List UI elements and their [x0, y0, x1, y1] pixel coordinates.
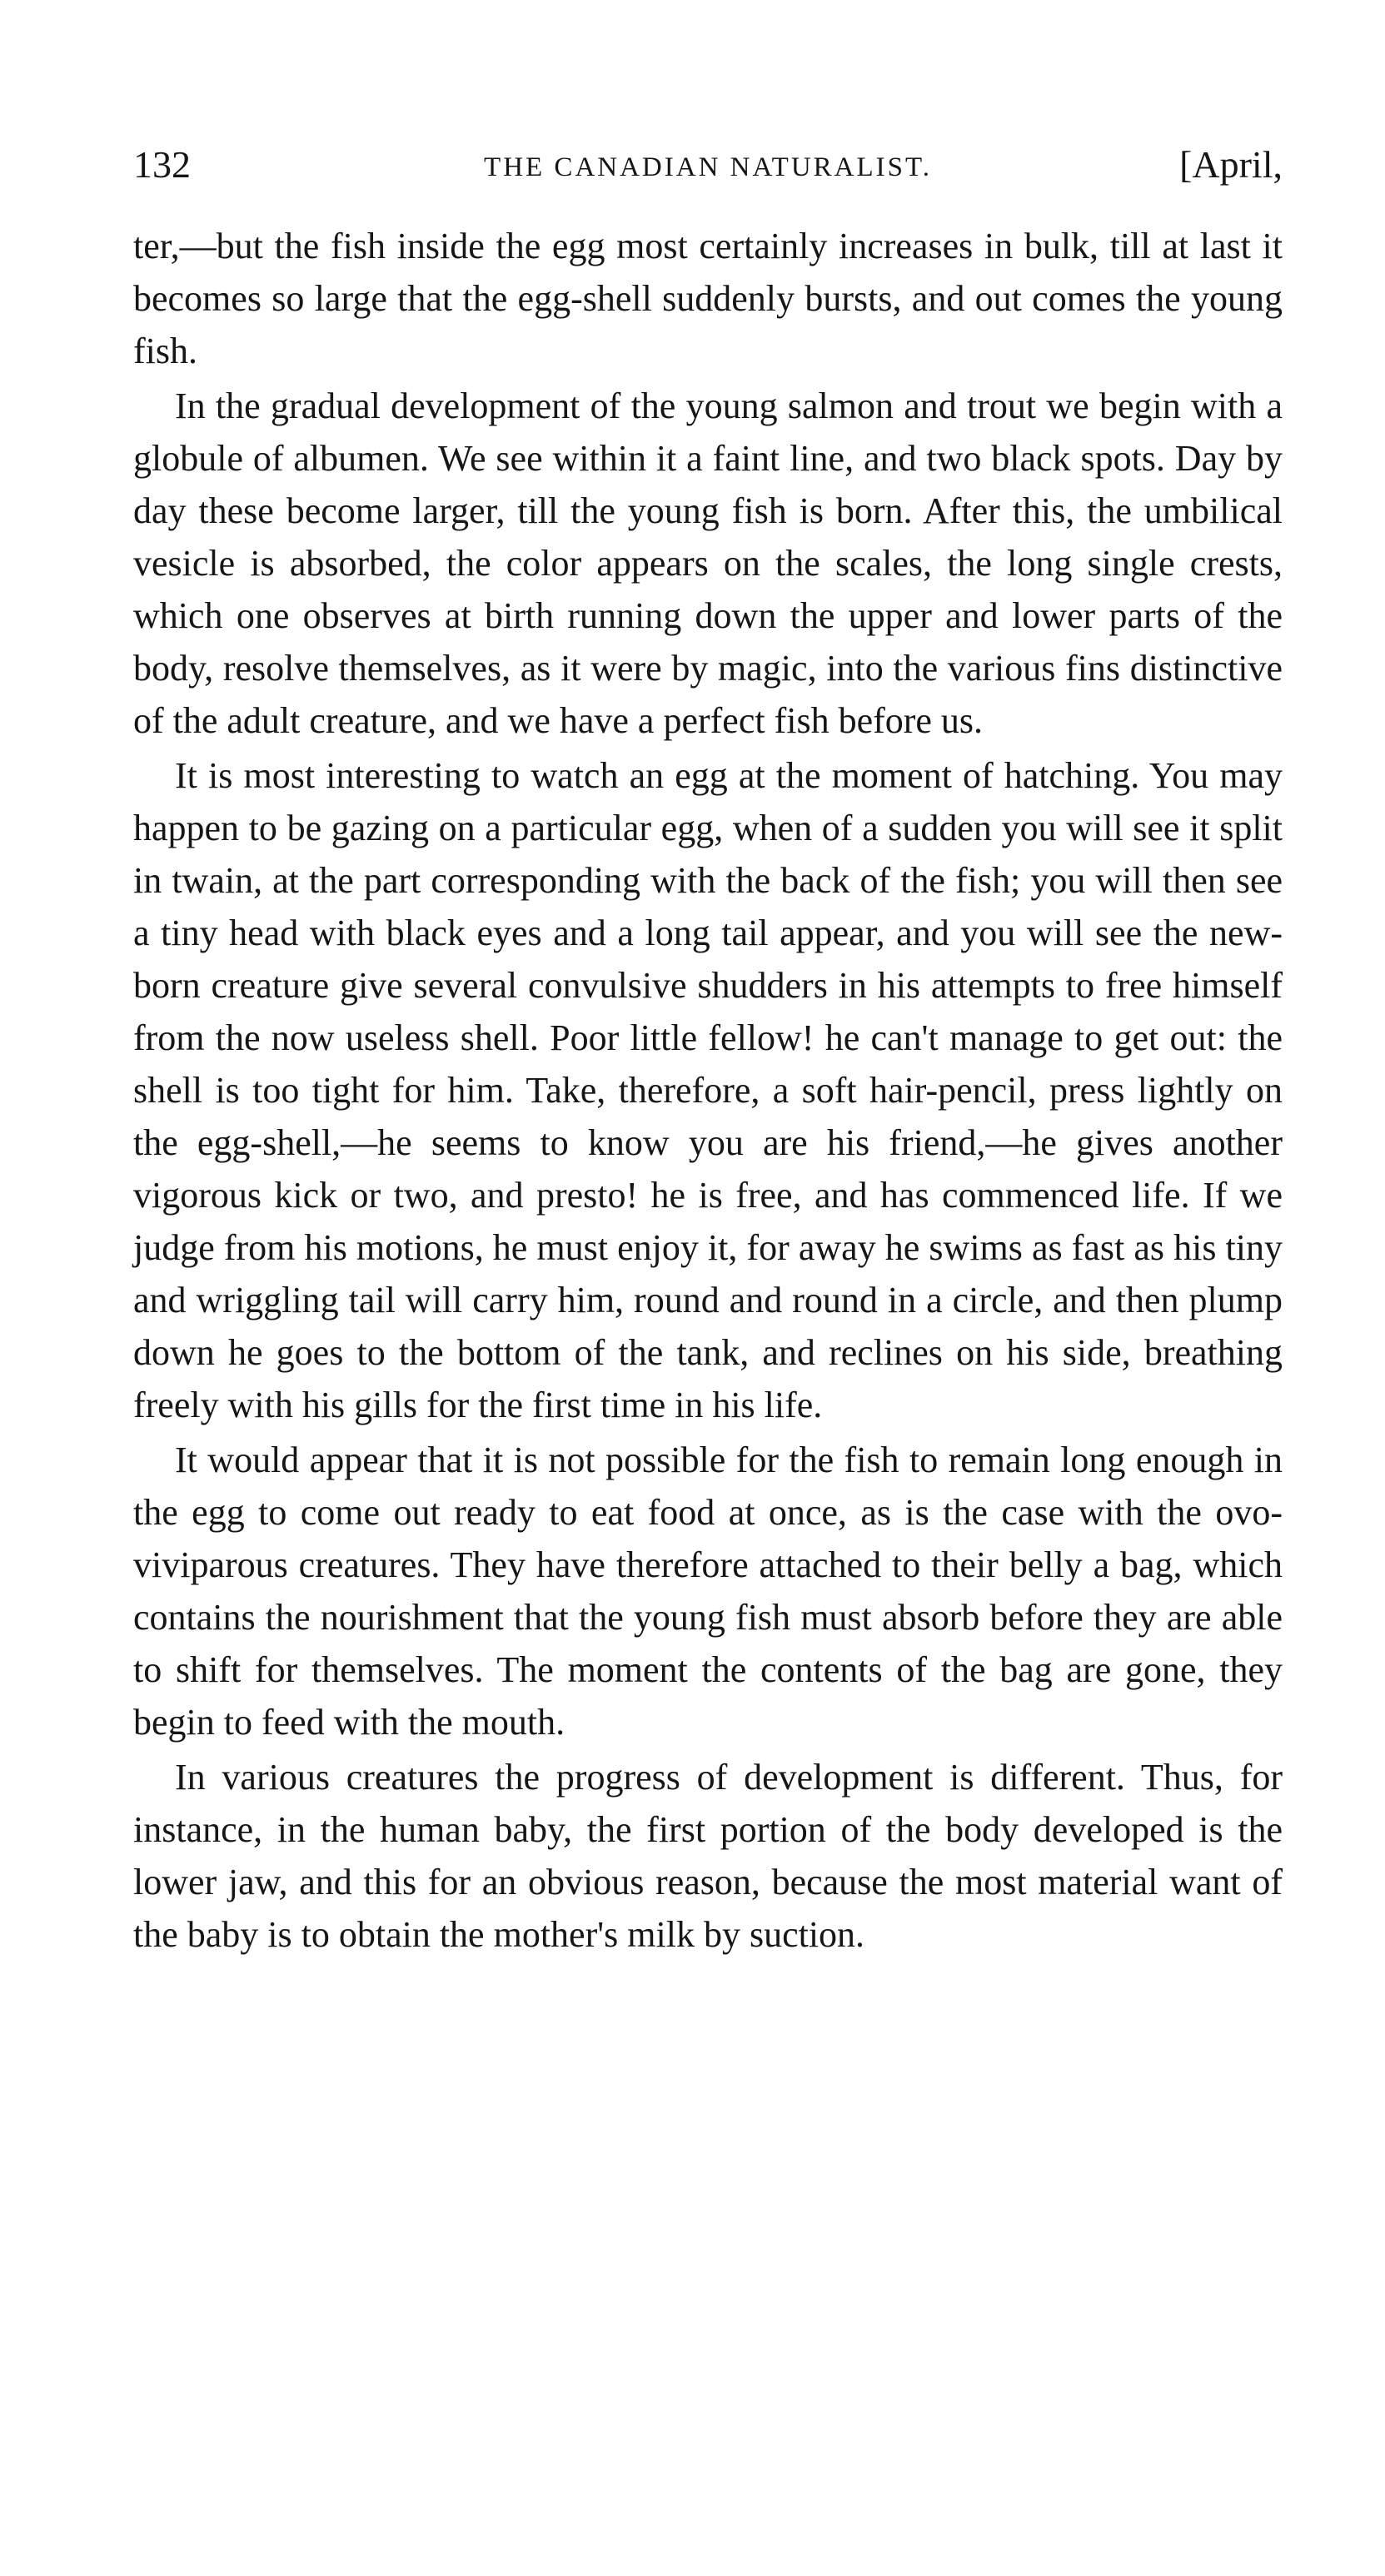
paragraph-development: In the gradual development of the young salmon and trout we begin with a globule of albumen. We see within it a faint line, and two black spots. Day by day these become larger, till the young fish is born. After this, the umbilical vesicle is absorbed, the color appears on the scales, the long single crests, which one observes at birth running down the upper and lower parts of the body, resolve themselves, as it were by magic, into the various fins distinctive of the adult creature, and we have a perfect fish before us. — [133, 385, 1283, 741]
paragraph-hatching: It is most interesting to watch an egg at the moment of hatching. You may happen to be gazing on a particular egg, when of a sudden you will see it split in twain, at the part corresponding with the back of the fish; you will then see a tiny head with black eyes and a long tail appear, and you will see the new-born creature give several convulsive shudders in his attempts to free himself from the now useless shell. Poor little fellow! he can't manage to get out: the shell is too tight for him. Take, therefore, a soft hair-pencil, press lightly on the egg-shell,—he seems to know you are his friend,—he gives another vigorous kick or two, and presto! he is free, and has commenced life. If we judge from his motions, he must enjoy it, for away he swims as fast as his tiny and wriggling tail will carry him, round and round in a circle, and then plump down he goes to the bottom of the tank, and reclines on his side, breathing freely with his gills for the first time in his life. — [133, 755, 1283, 1425]
running-head — [133, 140, 1283, 198]
journal-title: THE CANADIAN NATURALIST. — [484, 152, 932, 182]
issue-month: [April, — [1179, 143, 1283, 186]
article-body — [133, 220, 1283, 1963]
paragraph-yolk-bag: It would appear that it is not possible for the fish to remain long enough in the egg to come out ready to eat food at once, as is the case with the ovo-viviparous creatures. They have therefore attached to their belly a bag, which contains the nourishment that the young fish must absorb before they are able to shift for themselves. The moment the contents of the bag are gone, they begin to feed with the mouth. — [133, 1440, 1283, 1743]
paragraph-continued: ter,—but the fish inside the egg most certainly increases in bulk, till at last it becomes so large that the egg-shell suddenly bursts, and out comes the young fish. — [133, 226, 1283, 371]
paragraph-human-baby: In various creatures the progress of development is different. Thus, for instance, in the human baby, the first portion of the body developed is the lower jaw, and this for an obvious reason, because the most material want of the baby is to obtain the mother's milk by suction. — [133, 1757, 1283, 1955]
page-number: 132 — [133, 143, 191, 186]
